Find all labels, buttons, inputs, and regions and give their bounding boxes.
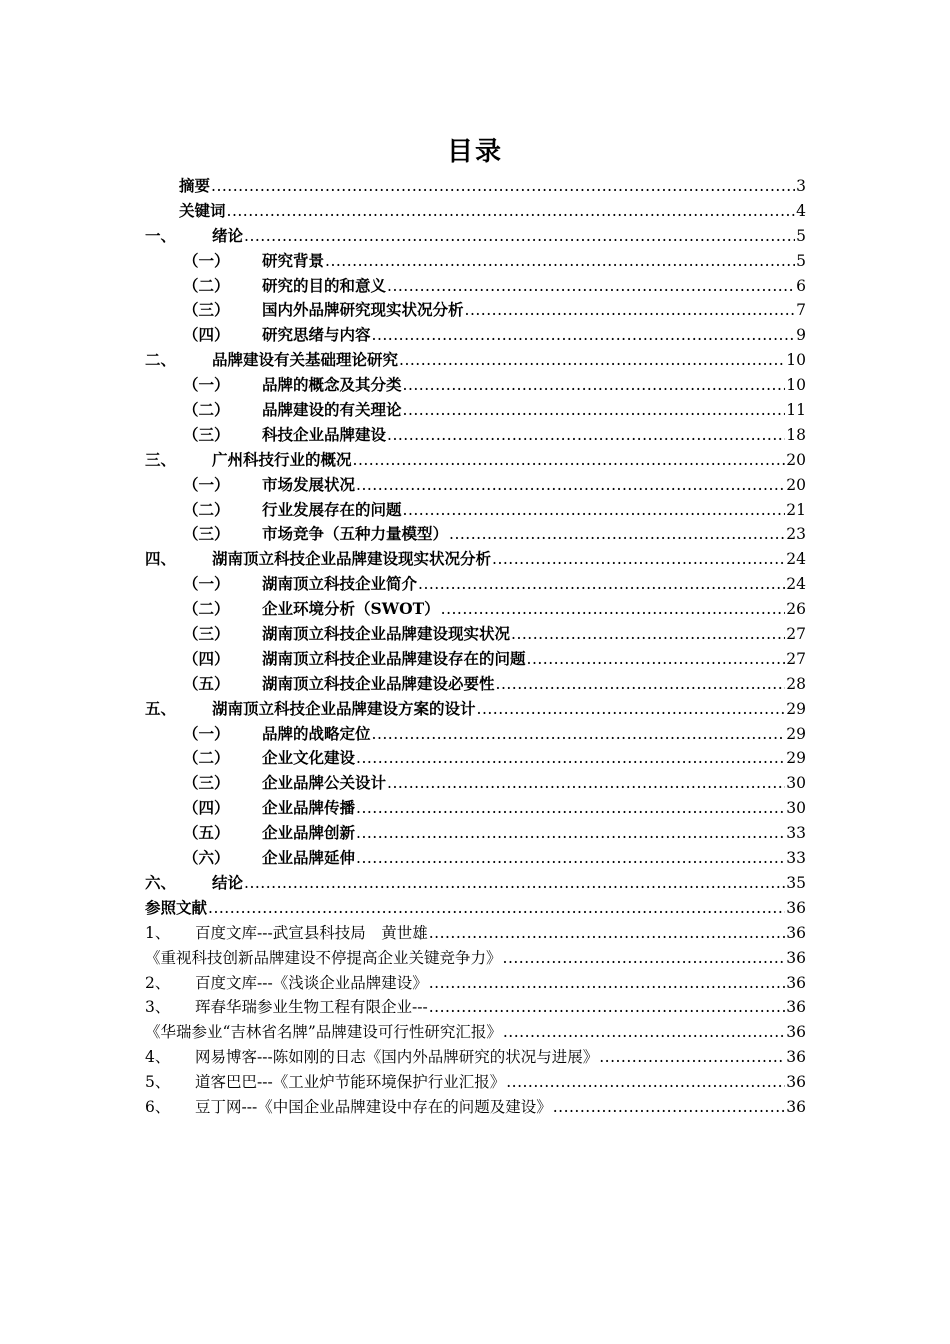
toc-entry-number: 四、 — [145, 549, 177, 569]
toc-entry-label: 广州科技行业的概况 — [212, 449, 352, 469]
toc-entry-number: （一） — [183, 474, 230, 494]
toc-entry-number: （六） — [183, 848, 230, 868]
dot-leader — [465, 298, 796, 323]
toc-entry-number: （一） — [183, 250, 230, 270]
dot-leader — [441, 597, 786, 622]
toc-entry-number: （四） — [183, 325, 230, 345]
toc-entry-page-number: 28 — [786, 674, 806, 693]
toc-entry-page-number: 35 — [786, 873, 806, 892]
toc-entry-page-number: 24 — [786, 550, 806, 569]
toc-entry-page-number: 26 — [786, 600, 806, 619]
dot-leader — [449, 522, 785, 547]
toc-entry-label: 企业品牌延伸 — [262, 848, 356, 868]
dot-leader — [403, 398, 786, 423]
toc-entry-label: 《重视科技创新品牌建设不停提高企业关键竞争力》 — [145, 948, 502, 967]
toc-entry[interactable] — [145, 1070, 806, 1095]
dot-leader — [477, 697, 786, 722]
toc-entry-label: 湖南顶立科技企业简介 — [262, 574, 418, 594]
toc-entry-label: 品牌的战略定位 — [262, 723, 371, 743]
toc-entry-page-number: 36 — [786, 998, 806, 1017]
toc-entry-page-number: 33 — [786, 849, 806, 868]
toc-entry-number: （一） — [183, 375, 230, 395]
toc-entry-label: 百度文库---《浅谈企业品牌建设》 — [195, 973, 428, 992]
toc-entry[interactable] — [145, 796, 806, 821]
toc-entry-number: （四） — [183, 798, 230, 818]
toc-entry-label: 湖南顶立科技企业品牌建设必要性 — [262, 673, 495, 693]
toc-entry-page-number: 33 — [786, 824, 806, 843]
toc-entry-number: 1、 — [145, 923, 171, 942]
toc-entry[interactable] — [145, 1045, 806, 1070]
toc-entry-label: 豆丁网---《中国企业品牌建设中存在的问题及建设》 — [195, 1097, 552, 1116]
toc-entry[interactable] — [145, 1095, 806, 1120]
toc-entry-label: 湖南顶立科技企业品牌建设方案的设计 — [212, 698, 476, 718]
dot-leader — [492, 547, 785, 572]
toc-entry-number: 二、 — [145, 350, 177, 370]
toc-entry-label: 关键词 — [179, 200, 226, 220]
toc-entry[interactable] — [145, 722, 806, 747]
toc-entry-page-number: 36 — [786, 923, 806, 942]
toc-entry-number: （五） — [183, 823, 230, 843]
toc-entry[interactable] — [145, 971, 806, 996]
dot-leader — [208, 896, 785, 921]
toc-entry-page-number: 23 — [786, 525, 806, 544]
dot-leader — [387, 423, 785, 448]
toc-entry[interactable] — [145, 946, 806, 971]
toc-entry-label: 《华瑞参业“吉林省名牌”品牌建设可行性研究汇报》 — [145, 1023, 502, 1042]
toc-entry-page-number: 5 — [796, 251, 806, 270]
toc-entry-page-number: 30 — [786, 774, 806, 793]
toc-entry-page-number: 11 — [786, 401, 806, 420]
toc-entry[interactable] — [145, 398, 806, 423]
toc-entry-number: （三） — [183, 773, 230, 793]
toc-entry-label: 珲春华瑞参业生物工程有限企业--- — [195, 998, 428, 1017]
toc-entry[interactable] — [145, 323, 806, 348]
toc-entry-page-number: 36 — [786, 898, 806, 917]
toc-entry[interactable] — [145, 274, 806, 299]
toc-entry-number: （三） — [183, 424, 230, 444]
toc-entry[interactable] — [145, 423, 806, 448]
toc-entry[interactable] — [145, 522, 806, 547]
dot-leader — [511, 622, 785, 647]
toc-entry-label: 研究背景 — [262, 250, 325, 270]
toc-entry-page-number: 29 — [786, 724, 806, 743]
toc-entry-number: 一、 — [145, 225, 177, 245]
toc-entry[interactable] — [145, 249, 806, 274]
toc-entry-page-number: 36 — [786, 1023, 806, 1042]
toc-entry-number: （三） — [183, 300, 230, 320]
dot-leader — [372, 722, 786, 747]
toc-entry[interactable] — [145, 647, 806, 672]
toc-entry-page-number: 3 — [796, 177, 806, 195]
toc-entry-number: （二） — [183, 748, 230, 768]
toc-entry-label: 道客巴巴---《工业炉节能环境保护行业汇报》 — [195, 1073, 506, 1092]
toc-entry-label: 湖南顶立科技企业品牌建设存在的问题 — [262, 648, 526, 668]
dot-leader — [527, 647, 786, 672]
toc-entry[interactable] — [145, 498, 806, 523]
dot-leader — [387, 771, 785, 796]
toc-entry[interactable] — [145, 373, 806, 398]
toc-entry-page-number: 21 — [786, 500, 806, 519]
toc-entry-label: 市场竞争（五种力量模型） — [262, 524, 449, 544]
dot-leader — [399, 348, 785, 373]
toc-entry[interactable] — [145, 821, 806, 846]
toc-entry[interactable] — [145, 672, 806, 697]
toc-entry-label: 企业文化建设 — [262, 748, 356, 768]
toc-entry-page-number: 20 — [786, 475, 806, 494]
toc-entry-label: 行业发展存在的问题 — [262, 499, 402, 519]
toc-entry[interactable] — [145, 572, 806, 597]
dot-leader — [356, 473, 785, 498]
toc-entry-label: 百度文库---武宣县科技局 黄世雄 — [195, 923, 428, 942]
toc-entry-page-number: 18 — [786, 425, 806, 444]
dot-leader — [244, 224, 795, 249]
toc-entry-page-number: 36 — [786, 1097, 806, 1116]
dot-leader — [356, 746, 785, 771]
toc-entry-page-number: 4 — [796, 201, 806, 220]
toc-entry[interactable] — [145, 697, 806, 722]
toc-entry-number: 五、 — [145, 698, 177, 718]
dot-leader — [429, 995, 786, 1020]
dot-leader — [418, 572, 785, 597]
toc-entry-label: 品牌建设有关基础理论研究 — [212, 350, 399, 370]
dot-leader — [429, 971, 786, 996]
toc-entry-page-number: 5 — [796, 226, 806, 245]
toc-entry-label: 研究思绪与内容 — [262, 325, 371, 345]
toc-entry-label: 企业品牌公关设计 — [262, 773, 387, 793]
toc-entry[interactable] — [145, 174, 806, 199]
dot-leader — [387, 274, 795, 299]
page-title: 目录 — [446, 137, 503, 167]
toc-entry[interactable] — [145, 771, 806, 796]
toc-entry-page-number: 9 — [796, 326, 806, 345]
toc-entry-number: （二） — [183, 400, 230, 420]
toc-entry-number: （二） — [183, 599, 230, 619]
toc-entry-page-number: 29 — [786, 749, 806, 768]
toc-entry[interactable] — [145, 746, 806, 771]
toc-entry-label: 品牌建设的有关理论 — [262, 400, 402, 420]
toc-entry-number: （四） — [183, 648, 230, 668]
toc-entry-number: （一） — [183, 574, 230, 594]
toc-entry-page-number: 6 — [796, 276, 806, 295]
toc-entry-number: （二） — [183, 275, 230, 295]
toc-entry-page-number: 10 — [786, 376, 806, 395]
dot-leader — [356, 821, 785, 846]
dot-leader — [553, 1095, 786, 1120]
dot-leader — [227, 199, 796, 224]
dot-leader — [496, 672, 786, 697]
toc-entry-label: 结论 — [212, 872, 244, 892]
toc-entry[interactable] — [145, 921, 806, 946]
dot-leader — [506, 1070, 785, 1095]
toc-entry-page-number: 27 — [786, 649, 806, 668]
toc-entry-label: 科技企业品牌建设 — [262, 424, 387, 444]
toc-entry-number: （一） — [183, 723, 230, 743]
dot-leader — [244, 871, 785, 896]
toc-entry[interactable] — [145, 348, 806, 373]
toc-entry-page-number: 7 — [796, 301, 806, 320]
toc-entry-number: （二） — [183, 499, 230, 519]
toc-entry-label: 参照文献 — [145, 897, 208, 917]
dot-leader — [356, 796, 785, 821]
dot-leader — [429, 921, 786, 946]
dot-leader — [503, 946, 786, 971]
toc-entry[interactable] — [145, 995, 806, 1020]
toc-entry-number: 六、 — [145, 872, 177, 892]
toc-entry-number: （三） — [183, 624, 230, 644]
toc-entry[interactable] — [145, 622, 806, 647]
dot-leader — [403, 498, 786, 523]
toc-entry-page-number: 30 — [786, 799, 806, 818]
toc-entry[interactable] — [145, 473, 806, 498]
dot-leader — [403, 373, 786, 398]
toc-entry[interactable] — [145, 298, 806, 323]
toc-entry[interactable] — [145, 199, 806, 224]
toc-entry[interactable] — [145, 1020, 806, 1045]
toc-entry-page-number: 36 — [786, 948, 806, 967]
toc-entry[interactable] — [145, 448, 806, 473]
toc-entry-label: 品牌的概念及其分类 — [262, 375, 402, 395]
toc-entry-number: （三） — [183, 524, 230, 544]
toc-entry[interactable] — [145, 896, 806, 921]
dot-leader — [372, 323, 796, 348]
toc-entry-label: 绪论 — [212, 225, 244, 245]
toc-entry[interactable] — [145, 597, 806, 622]
toc-entry-label: 企业品牌创新 — [262, 823, 356, 843]
dot-leader — [599, 1045, 785, 1070]
toc-entry-label: 企业环境分析（SWOT） — [262, 599, 440, 619]
dot-leader — [325, 249, 795, 274]
toc-entry[interactable] — [145, 547, 806, 572]
dot-leader — [353, 448, 786, 473]
dot-leader — [211, 174, 795, 199]
toc-entry-page-number: 20 — [786, 450, 806, 469]
toc-entry-page-number: 29 — [786, 699, 806, 718]
table-of-contents — [145, 174, 806, 1120]
dot-leader — [503, 1020, 785, 1045]
toc-entry-label: 市场发展状况 — [262, 474, 356, 494]
toc-entry-label: 国内外品牌研究现实状况分析 — [262, 300, 464, 320]
toc-entry-label: 研究的目的和意义 — [262, 275, 387, 295]
toc-entry-label: 湖南顶立科技企业品牌建设现实状况 — [262, 624, 511, 644]
toc-entry-page-number: 36 — [786, 973, 806, 992]
toc-entry-number: 2、 — [145, 973, 171, 992]
toc-entry-number: 6、 — [145, 1097, 171, 1116]
toc-entry-label: 摘要 — [179, 176, 211, 195]
toc-entry-page-number: 10 — [786, 351, 806, 370]
toc-entry-page-number: 24 — [786, 575, 806, 594]
toc-entry-label: 湖南顶立科技企业品牌建设现实状况分析 — [212, 549, 492, 569]
toc-entry-number: （五） — [183, 673, 230, 693]
toc-entry-label: 网易博客---陈如刚的日志《国内外品牌研究的状况与进展》 — [195, 1048, 599, 1067]
toc-entry-number: 三、 — [145, 449, 177, 469]
toc-entry[interactable] — [145, 871, 806, 896]
toc-entry-number: 3、 — [145, 998, 171, 1017]
toc-entry-number: 5、 — [145, 1073, 171, 1092]
toc-entry-label: 企业品牌传播 — [262, 798, 356, 818]
toc-entry-page-number: 36 — [786, 1073, 806, 1092]
toc-entry-page-number: 36 — [786, 1048, 806, 1067]
toc-entry[interactable] — [145, 224, 806, 249]
dot-leader — [356, 846, 785, 871]
toc-entry-page-number: 27 — [786, 625, 806, 644]
toc-entry[interactable] — [145, 846, 806, 871]
toc-entry-number: 4、 — [145, 1048, 171, 1067]
